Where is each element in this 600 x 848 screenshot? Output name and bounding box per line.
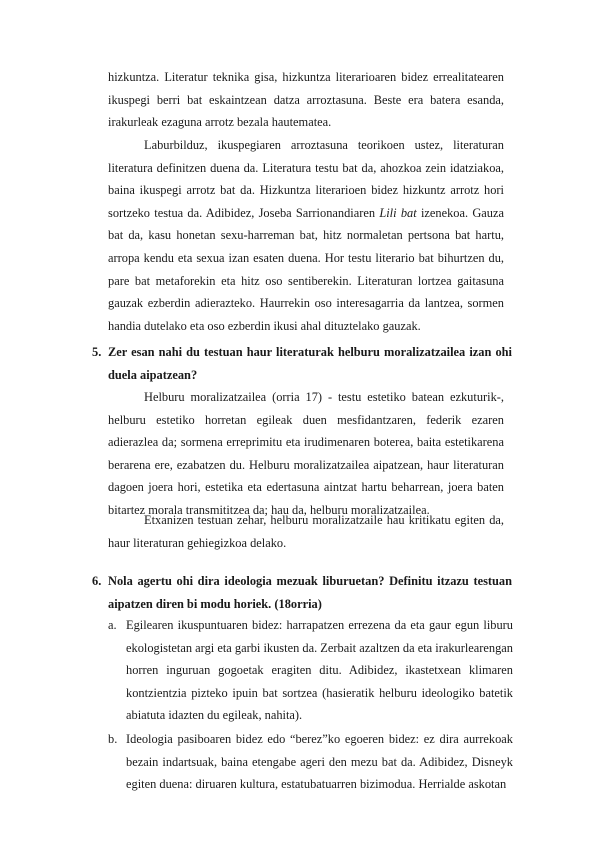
paragraph-laburbilduz — [108, 134, 504, 337]
question-text: Nola agertu ohi dira ideologia mezuak liburuetan? Definitu itzazu testuan aipatzen diren bi modu horiek. (18orria) — [108, 574, 512, 611]
list-text: Ideologia pasiboaren bidez edo “berez”ko egoeren bidez: ez dira aurrekoak bezain indartsuak, baina etengabe ageri den mezu bat da. Adibidez, Disneyk egiten duena: diruaren kultura, estatubatuarren bizimodua. Herrialde askotan — [126, 732, 513, 792]
answer-5-paragraph-2: Etxanizen testuan zehar, helburu moralizatzaile hau kritikatu egiten da, haur literaturan gehiegizkoa delako. — [108, 513, 504, 550]
list-item-a — [108, 614, 513, 727]
answer-5-paragraph-1: Helburu moralizatzailea (orria 17) - testu estetiko batean ezkuturik-, helburu estetiko horretan egileak duen mesfidantzaren, federik ezaren adierazlea da; sormena erreprimitu eta irudimenaren boterea, baita estetikarena berarena ere, ezabatzen du. Helburu moralizatzailea aipatzean, haur literaturan dagoen joera hori, estetika eta edertasuna aintzat hartu beharrean, joera baten bitartez morala transmititzea da; hau da, helburu moralizatzailea. — [108, 390, 504, 517]
question-number: 6. — [92, 574, 102, 588]
list-item-b — [108, 728, 513, 796]
paragraph-text: Laburbilduz, ikuspegiaren arroztasuna teorikoen ustez, literaturan literatura definitzen duena da. Literatura testu bat da, ahozkoa zein idatziakoa, baina ikuspegi arrotz bat da. Hizkuntza literarioen bidez hizkuntz arrotz hori sortzeko testua da. Adibidez, Joseba Sarrionandiaren — [108, 138, 504, 220]
question-5 — [92, 341, 512, 386]
question-6 — [92, 570, 512, 615]
list-label: b. — [108, 732, 118, 746]
paragraph-text: izenekoa. Gauza bat da, kasu honetan sexu-harreman bat, hitz normaletan pertsona bat hartu, arropa kendu eta sexua izan esaten duena. Hor testu literario bat bihurtzen du, pare bat metaforekin eta hitz oso sentiberekin. Literaturan lortzea gaitasuna gauzak ezberdin adierazteko. Haurrekin oso interesagarria da lantzea, sormen handia dutelako eta oso ezberdin ikusi ahal dituztelako gauzak. — [108, 205, 504, 333]
question-text: Zer esan nahi du testuan haur literaturak helburu moralizatzailea izan ohi duela aipatzean? — [108, 345, 512, 382]
list-text: Egilearen ikuspuntuaren bidez: harrapatzen errezena da eta gaur egun liburu ekologistetan argi eta garbi ikusten da. Zerbait azaltzen da eta irakurlearengan horren inguruan gogoetak eragiten ditu. Adibidez, ikastetxean klimaren kontzientzia pizteko ipuin bat sortzea (hasieratik helburu ideologiko batetik abiatuta idazten du egileak, nahita). — [126, 618, 513, 723]
list-label: a. — [108, 618, 117, 632]
paragraph-arroztasuna: hizkuntza. Literatur teknika gisa, hizkuntza literarioaren bidez errealitatearen ikuspegi berri bat eskaintzean datza arroztasuna. Beste era batera esanda, irakurleak ezaguna arrotz bezala hautematea. — [108, 70, 504, 130]
question-number: 5. — [92, 345, 102, 359]
book-title: Lili bat — [379, 205, 417, 220]
